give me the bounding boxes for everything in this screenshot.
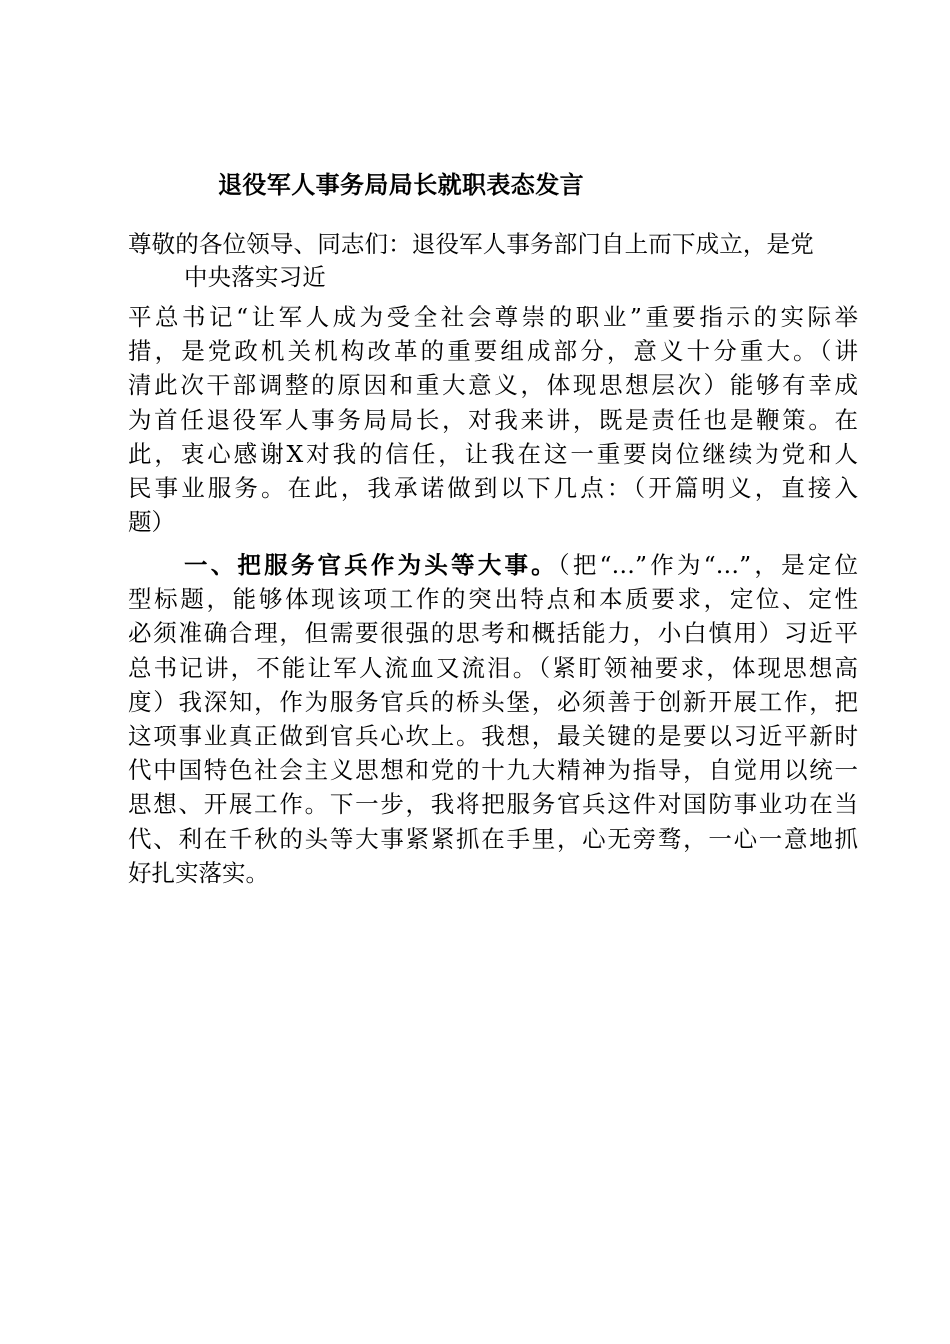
section-line: 度）我深知，作为服务官兵的桥头堡，必须善于创新开展工作，把	[128, 687, 858, 716]
section-first-line-text: （把“…”作为“…”，是定位	[557, 551, 858, 579]
paragraph-line: 此，衷心感谢X对我的信任，让我在这一重要岗位继续为党和人	[128, 439, 858, 468]
paragraph-line: 清此次干部调整的原因和重大意义，体现思想层次）能够有幸成	[128, 371, 858, 400]
section-line: 总书记讲，不能让军人流血又流泪。（紧盯领袖要求，体现思想高	[128, 653, 858, 682]
section-line: 必须准确合理，但需要很强的思考和概括能力，小白慎用）习近平	[128, 619, 858, 648]
section-line: 这项事业真正做到官兵心坎上。我想，最关键的是要以习近平新时	[128, 721, 858, 750]
section-line: 代、利在千秋的头等大事紧紧抓在手里，心无旁骛，一心一意地抓	[128, 824, 858, 853]
paragraph-line: 措，是党政机关机构改革的重要组成部分，意义十分重大。（讲	[128, 337, 858, 366]
section-line: 思想、开展工作。下一步，我将把服务官兵这件对国防事业功在当	[128, 790, 858, 819]
paragraph-line: 为首任退役军人事务局局长，对我来讲，既是责任也是鞭策。在	[128, 405, 858, 434]
section-line: 代中国特色社会主义思想和党的十九大精神为指导，自觉用以统一	[128, 756, 858, 785]
section-line: 型标题，能够体现该项工作的突出特点和本质要求，定位、定性	[128, 585, 858, 614]
paragraph-line: 题）	[128, 508, 175, 537]
section-first-line	[128, 548, 858, 582]
salutation-line-1: 尊敬的各位领导、同志们：退役军人事务部门自上而下成立，是党	[128, 230, 814, 258]
document-title: 退役军人事务局局长就职表态发言	[218, 170, 584, 199]
salutation-line-2: 中央落实习近	[184, 263, 326, 291]
section-heading: 一、把服务官兵作为头等大事。	[184, 551, 558, 579]
paragraph-line: 平总书记“让军人成为受全社会尊崇的职业”重要指示的实际举	[128, 303, 858, 331]
section-1	[128, 548, 858, 890]
opening-paragraph	[128, 300, 858, 539]
paragraph-line: 民事业服务。在此，我承诺做到以下几点：（开篇明义，直接入	[128, 473, 858, 502]
section-line: 好扎实落实。	[128, 858, 269, 887]
